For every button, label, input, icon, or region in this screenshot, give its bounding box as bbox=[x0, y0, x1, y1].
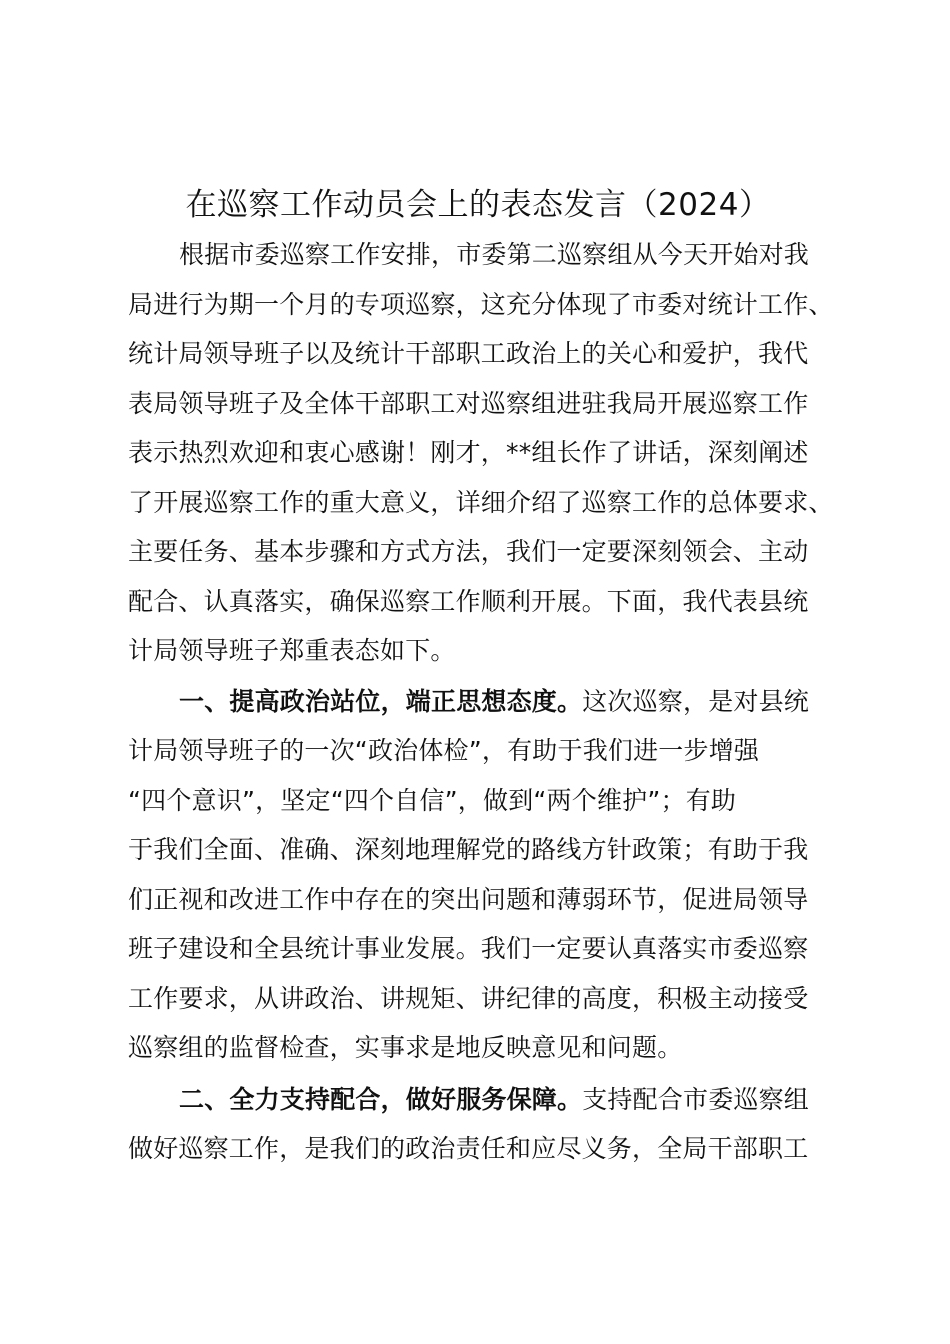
paragraph-line: 们正视和改进工作中存在的突出问题和薄弱环节，促进局领导 bbox=[128, 885, 809, 914]
paragraph-line: 计局领导班子郑重表态如下。 bbox=[128, 636, 456, 665]
section-first-line bbox=[179, 684, 809, 720]
paragraph-line: “四个意识”，坚定“四个自信”，做到“两个维护”；有助 bbox=[128, 786, 737, 815]
paragraph-line: 于我们全面、准确、深刻地理解党的路线方针政策；有助于我 bbox=[128, 835, 809, 864]
paragraph-line: 工作要求，从讲政治、讲规矩、讲纪律的高度，积极主动接受 bbox=[128, 984, 809, 1013]
section-text: 这次巡察，是对县统 bbox=[582, 687, 810, 716]
section-heading: 二、全力支持配合，做好服务保障。 bbox=[179, 1085, 583, 1114]
paragraph-line: 统计局领导班子以及统计干部职工政治上的关心和爱护，我代 bbox=[128, 339, 809, 368]
paragraph-line: 做好巡察工作，是我们的政治责任和应尽义务，全局干部职工 bbox=[128, 1134, 809, 1163]
paragraph-line: 主要任务、基本步骤和方式方法，我们一定要深刻领会、主动 bbox=[128, 537, 809, 566]
paragraph-line: 配合、认真落实，确保巡察工作顺利开展。下面，我代表县统 bbox=[128, 587, 809, 616]
paragraph-line: 计局领导班子的一次“政治体检”，有助于我们进一步增强 bbox=[128, 736, 760, 765]
paragraph-line: 表示热烈欢迎和衷心感谢！刚才，**组长作了讲话，深刻阐述 bbox=[128, 438, 809, 467]
paragraph-line: 根据市委巡察工作安排，市委第二巡察组从今天开始对我 bbox=[179, 240, 810, 269]
paragraph-line: 局进行为期一个月的专项巡察，这充分体现了市委对统计工作、 bbox=[128, 290, 834, 319]
paragraph-line: 班子建设和全县统计事业发展。我们一定要认真落实市委巡察 bbox=[128, 934, 809, 963]
document-title: 在巡察工作动员会上的表态发言（2024） bbox=[185, 187, 771, 223]
section-text: 支持配合市委巡察组 bbox=[582, 1085, 810, 1114]
section-heading: 一、提高政治站位，端正思想态度。 bbox=[179, 687, 583, 716]
paragraph-line: 表局领导班子及全体干部职工对巡察组进驻我局开展巡察工作 bbox=[128, 389, 809, 418]
paragraph-line: 巡察组的监督检查，实事求是地反映意见和问题。 bbox=[128, 1033, 683, 1062]
paragraph-line: 了开展巡察工作的重大意义，详细介绍了巡察工作的总体要求、 bbox=[128, 488, 834, 517]
section-first-line bbox=[179, 1082, 809, 1118]
